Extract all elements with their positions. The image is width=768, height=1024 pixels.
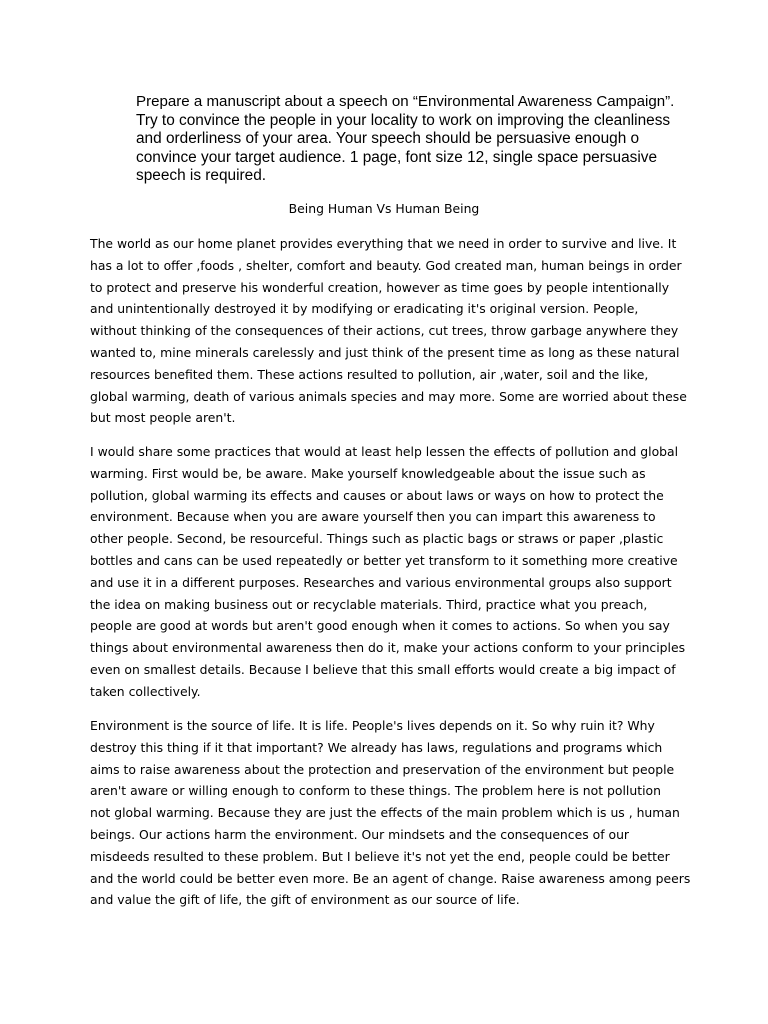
prompt-line: and orderliness of your area. Your speech should be persuasive enough o [136, 130, 640, 148]
paragraph-line: and value the gift of life, the gift of environment as our source of life. [90, 892, 520, 908]
paragraph-line: destroy this thing if it that important? We already has laws, regulations and programs which [90, 739, 663, 755]
paragraph-line: aims to raise awareness about the protection and preservation of the environment but people [90, 761, 675, 777]
paragraph-line: people are good at words but aren't good enough when it comes to actions. So when you say [90, 618, 670, 634]
essay-paragraph [90, 715, 690, 911]
paragraph-line: I would share some practices that would at least help lessen the effects of pollution and global [90, 444, 679, 459]
prompt-line: convince your target audience. 1 page, font size 12, single space persuasive [136, 148, 658, 166]
paragraph-line: and use it in a different purposes. Researches and various environmental groups also support [90, 574, 672, 590]
paragraph-line: without thinking of the consequences of their actions, cut trees, throw garbage anywhere they [90, 323, 679, 339]
paragraph-line: aren't aware or willing enough to conform to these things. The problem here is not pollution [90, 783, 661, 799]
paragraph-line: wanted to, mine minerals carelessly and just think of the present time as long as these natural [90, 344, 680, 360]
paragraph-line: has a lot to offer ,foods , shelter, comfort and beauty. God created man, human beings in order [90, 257, 682, 273]
paragraph-line: environment. Because when you are aware yourself then you can impart this awareness to [90, 509, 656, 525]
essay-paragraph [90, 441, 690, 703]
paragraph-line: taken collectively. [90, 683, 201, 699]
paragraph-line: to protect and preserve his wonderful creation, however as time goes by people intentionally [90, 279, 670, 295]
paragraph-line: bottles and cans can be used repeatedly or better yet transform to it something more creative [90, 552, 678, 568]
paragraph-line: Environment is the source of life. It is life. People's lives depends on it. So why ruin it? Why [90, 718, 655, 733]
paragraph-line: resources benefited them. These actions resulted to pollution, air ,water, soil and the like, [90, 366, 649, 382]
assignment-prompt [136, 93, 676, 186]
paragraph-line: and unintentionally destroyed it by modifying or eradicating it's original version. People, [90, 301, 639, 317]
paragraph-line: not global warming. Because they are just the effects of the main problem which is us , human [90, 805, 680, 821]
paragraph-line: the idea on making business out or recyclable materials. Third, practice what you preach, [90, 596, 648, 612]
paragraph-line: The world as our home planet provides everything that we need in order to survive and live. It [90, 236, 677, 251]
paragraph-line: global warming, death of various animals species and may more. Some are worried about these [90, 388, 687, 404]
paragraph-line: misdeeds resulted to these problem. But I believe it's not yet the end, people could be better [90, 848, 670, 864]
paragraph-line: warming. First would be, be aware. Make yourself knowledgeable about the issue such as [90, 465, 646, 481]
paragraph-line: pollution, global warming its effects and causes or about laws or ways on how to protect the [90, 487, 664, 503]
prompt-line: Prepare a manuscript about a speech on “Environmental Awareness Campaign”. [136, 93, 675, 110]
essay-paragraph [90, 233, 690, 429]
paragraph-line: other people. Second, be resourceful. Things such as plactic bags or straws or paper ,plastic [90, 531, 664, 547]
prompt-line: speech is required. [136, 167, 267, 185]
paragraph-line: beings. Our actions harm the environment. Our mindsets and the consequences of our [90, 826, 630, 842]
paragraph-line: even on smallest details. Because I believe that this small efforts would create a big impact of [90, 661, 676, 677]
essay-title: Being Human Vs Human Being [288, 201, 480, 216]
paragraph-line: and the world could be better even more. Be an agent of change. Raise awareness among peers [90, 870, 691, 886]
prompt-line: Try to convince the people in your locality to work on improving the cleanliness [136, 111, 671, 129]
paragraph-line: but most people aren't. [90, 410, 236, 426]
paragraph-line: things about environmental awareness then do it, make your actions conform to your principles [90, 640, 686, 656]
